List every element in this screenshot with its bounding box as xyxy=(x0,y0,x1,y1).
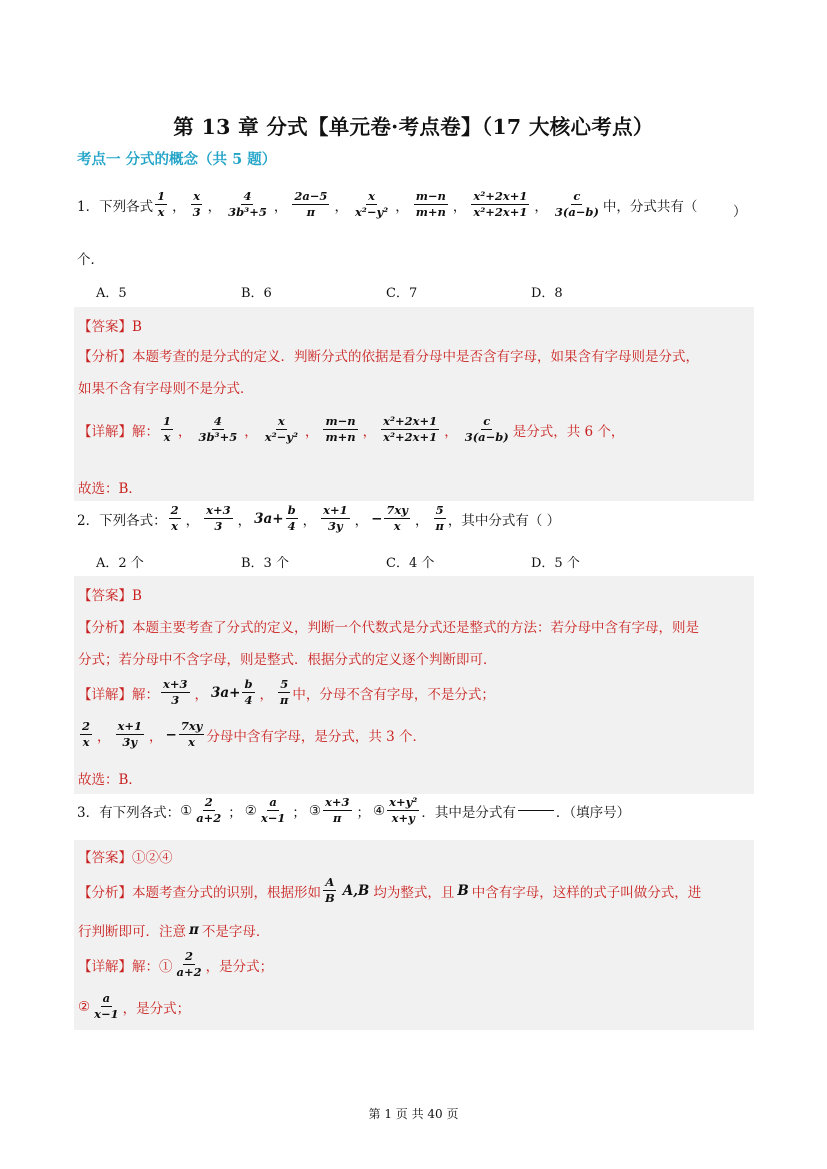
fraction: $\frac{2}{a+2}$ xyxy=(196,795,222,826)
detail-line-1 xyxy=(78,950,273,979)
section-heading: 考点一 分式的概念（共 5 题） xyxy=(77,151,277,168)
analysis-text: 均为整式，且 xyxy=(373,884,455,901)
fraction: $\frac{x}{3}$ xyxy=(192,189,201,220)
question-1-tail: 中，分式共有（ xyxy=(602,198,698,215)
fraction: $\frac{a}{x-1}$ xyxy=(260,795,286,826)
option-c[interactable]: C．4 个 xyxy=(386,556,435,571)
question-1-options xyxy=(96,282,676,301)
analysis-text: 不是字母． xyxy=(201,924,270,940)
detail-head: 【详解】解：① xyxy=(78,958,173,975)
option-b[interactable]: B．6 xyxy=(241,286,272,301)
question-1: 1．下列各式 $\frac{1}{x}$ ， $\frac{x}{3}$ ， $\frac{4}{\text{3b³+5}}$ ， $\frac{2a-5}{\pi}$ ， $\frac{x}{\text{x²−y²}}$ ， $\frac{m-n}{m+n}$ ， $\frac{\text{x²+2x+1}}{\text{x²+2x+1}}$ ， $\frac{c}{3(a-b)}$ 中，分式共有（ xyxy=(77,189,698,220)
item-marker: ③ xyxy=(308,802,322,819)
fraction: $\frac{x}{\text{x²−y²}}$ xyxy=(264,414,298,445)
answer-blank[interactable] xyxy=(518,810,554,811)
analysis-line-1: 【分析】本题考查的是分式的定义．判断分式的依据是看分母中是否含有字母，如果含有字母则是分式， xyxy=(78,349,699,365)
detail-head: ② xyxy=(78,998,91,1015)
analysis-line-1: 【分析】本题主要考查了分式的定义，判断一个代数式是分式还是整式的方法：若分母中含有字母，则是 xyxy=(78,620,699,636)
fraction: $\frac{\text{x+y²}}{x+y}$ xyxy=(389,795,418,826)
answer: 【答案】B xyxy=(78,588,142,604)
option-b[interactable]: B．3 个 xyxy=(241,556,289,571)
option-a[interactable]: A．5 xyxy=(96,286,127,301)
fraction: $\frac{4}{\text{3b³+5}}$ xyxy=(228,189,267,220)
fraction: $\frac{x+3}{3}$ xyxy=(206,503,231,534)
option-d[interactable]: D．5 个 xyxy=(531,556,580,571)
fraction: $\frac{c}{3(a-b)}$ xyxy=(464,414,509,445)
math-term: A,B xyxy=(342,882,370,899)
fraction: $\frac{x+1}{3y}$ xyxy=(323,503,348,534)
fraction: $\frac{4}{\text{3b³+5}}$ xyxy=(198,414,238,445)
conclusion: 故选：B． xyxy=(78,772,142,788)
answer: 【答案】①②④ xyxy=(78,850,173,866)
analysis-text: 行判断即可．注意 xyxy=(78,924,186,940)
item-marker: ④ xyxy=(373,802,386,819)
math-term: 3a+ xyxy=(254,510,284,527)
question-2-tail: ，其中分式有（ ） xyxy=(447,512,561,529)
option-a[interactable]: A．2 个 xyxy=(96,556,144,571)
fraction: $\frac{A}{B}$ xyxy=(325,875,335,906)
math-term: 3a+ xyxy=(211,684,241,701)
fraction: $\frac{5}{\pi}$ xyxy=(435,503,444,534)
detail-tail-2: 分母中含有字母，是分式，共 3 个． xyxy=(206,728,427,745)
solution-box-2 xyxy=(74,576,754,794)
fraction: $\frac{\text{x²+2x+1}}{\text{x²+2x+1}}$ xyxy=(383,414,438,445)
fraction: $\frac{1}{x}$ xyxy=(163,414,172,445)
analysis-line-2 xyxy=(78,920,269,940)
question-2: 2．下列各式： $\frac{2}{x}$ ， $\frac{x+3}{3}$ ， 3a+ $\frac{b}{4}$ ， $\frac{x+1}{3y}$ ， − $\frac{7xy}{x}$ ， $\frac{5}{\pi}$ ，其中分式有（ ） xyxy=(77,503,561,534)
fraction: $\frac{m-n}{m+n}$ xyxy=(415,189,446,220)
fraction: $\frac{c}{3(a-b)}$ xyxy=(554,189,599,220)
fraction: $\frac{7xy}{x}$ xyxy=(180,719,203,750)
fraction: $\frac{b}{4}$ xyxy=(244,677,253,708)
math-term: − xyxy=(165,726,177,743)
fraction: $\frac{a}{x-1}$ xyxy=(94,991,119,1022)
fraction: $\frac{b}{4}$ xyxy=(287,503,296,534)
question-1-continued: 个． xyxy=(77,252,104,268)
solution-box-1 xyxy=(74,307,754,501)
detail-line-2 xyxy=(78,992,190,1021)
fraction: $\frac{2a-5}{\pi}$ xyxy=(294,189,328,220)
fraction: $\frac{x+3}{3}$ xyxy=(163,677,188,708)
analysis-line-2: 如果不含有字母则不是分式． xyxy=(78,381,254,397)
fraction: $\frac{7xy}{x}$ xyxy=(386,503,408,534)
math-term: − xyxy=(371,510,383,527)
answer: 【答案】B xyxy=(78,319,142,335)
detail-tail: 是分式，共 6 个， xyxy=(512,423,625,440)
option-d[interactable]: D．8 xyxy=(531,286,563,301)
detail-head: 【详解】解： xyxy=(78,686,159,703)
question-2-lead: 2．下列各式： xyxy=(77,512,167,529)
fraction: $\frac{5}{\pi}$ xyxy=(280,677,289,708)
fraction: $\frac{m-n}{m+n}$ xyxy=(325,414,356,445)
detail-line-1: 【详解】解： $\frac{x+3}{3}$ ， 3a+ $\frac{b}{4}$ ， $\frac{5}{\pi}$ 中，分母不含有字母，不是分式； xyxy=(78,677,495,708)
detail-tail: ，是分式； xyxy=(205,958,274,975)
question-1-lead: 1．下列各式 xyxy=(77,198,154,215)
fraction: $\frac{x+3}{\pi}$ xyxy=(325,795,350,826)
analysis-text: 【分析】本题考查分式的识别，根据形如 xyxy=(78,884,321,901)
fraction: $\frac{1}{x}$ xyxy=(157,189,166,220)
math-term: π xyxy=(189,922,199,938)
analysis-line-2: 分式；若分母中不含字母，则是整式．根据分式的定义逐个判断即可． xyxy=(78,652,497,668)
detail-tail-1: 中，分母不含有字母，不是分式； xyxy=(292,686,495,703)
detail-tail: ，是分式； xyxy=(122,1000,191,1017)
fraction: $\frac{2}{x}$ xyxy=(170,503,179,534)
detail-line-2: $\frac{2}{x}$ ， $\frac{x+1}{3y}$ ， − $\frac{7xy}{x}$ 分母中含有字母，是分式，共 3 个． xyxy=(82,719,427,750)
question-3-tail-a: ．其中是分式有 xyxy=(421,804,516,821)
item-marker: ① xyxy=(180,802,193,819)
fraction: $\frac{2}{x}$ xyxy=(82,719,91,750)
math-term: B xyxy=(457,882,469,899)
analysis-line-1 xyxy=(78,876,701,905)
detail-head: 【详解】解： xyxy=(78,423,159,440)
analysis-text: 中含有字母，这样的式子叫做分式，进 xyxy=(471,884,702,901)
fraction: $\frac{\text{x²+2x+1}}{\text{x²+2x+1}}$ xyxy=(473,189,528,220)
paren-close: ） xyxy=(733,204,747,220)
conclusion: 故选：B． xyxy=(78,481,142,497)
question-3-tail-b: ．（填序号） xyxy=(555,804,631,821)
question-3-lead: 3．有下列各式： xyxy=(77,804,181,821)
question-2-options xyxy=(96,552,676,571)
solution-box-3 xyxy=(74,840,754,1030)
item-marker: ② xyxy=(244,802,257,819)
fraction: $\frac{x+1}{3y}$ xyxy=(117,719,143,750)
detail-line: 【详解】解： $\frac{1}{x}$ ， $\frac{4}{\text{3b³+5}}$ ， $\frac{x}{\text{x²−y²}}$ ， $\frac{m-n}{m+n}$ ， $\frac{\text{x²+2x+1}}{\text{x²+2x+1}}$ ， $\frac{c}{3(a-b)}$ 是分式，共 6 个， xyxy=(78,414,625,445)
fraction: $\frac{x}{\text{x²−y²}}$ xyxy=(354,189,389,220)
option-c[interactable]: C．7 xyxy=(386,286,418,301)
question-3: 3．有下列各式： ① $\frac{2}{a+2}$ ； ② $\frac{a}{x-1}$ ； ③ $\frac{x+3}{\pi}$ ； ④ $\frac{\text{x+y²}}{x+y}$ ．其中是分式有 ．（填序号） xyxy=(77,795,631,826)
fraction: $\frac{2}{a+2}$ xyxy=(176,949,202,980)
page-footer: 第 1 页 共 40 页 xyxy=(368,1107,459,1121)
page-title: 第 13 章 分式【单元卷·考点卷】（17 大核心考点） xyxy=(173,115,654,139)
